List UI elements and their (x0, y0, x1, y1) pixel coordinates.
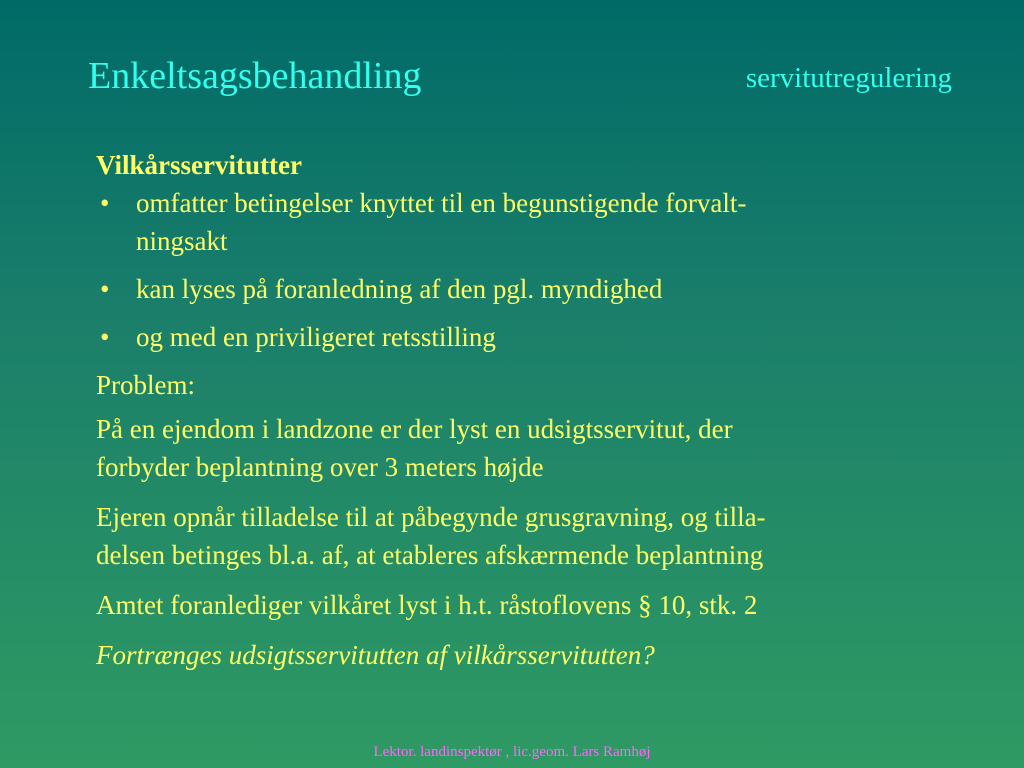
bullet-icon: • (100, 188, 110, 218)
question-text: Fortrænges udsigtsservitutten af vilkårsservitutten? (96, 640, 655, 670)
slide-content (96, 146, 966, 686)
footer-credit: Lektor. landinspektør , lic.geom. Lars Ramhøj (373, 744, 651, 760)
bullet-text-line: og med en priviligeret retsstilling (136, 322, 496, 352)
paragraph-line: Ejeren opnår tilladelse til at påbegynde grusgravning, og tilla- (96, 502, 766, 532)
bullet-icon: • (100, 274, 110, 304)
paragraph-line: Amtet foranlediger vilkåret lyst i h.t. råstoflovens § 10, stk. 2 (96, 590, 758, 620)
bullet-text-line: omfatter betingelser knyttet til en begunstigende forvalt- (136, 188, 747, 218)
paragraph-line: På en ejendom i landzone er der lyst en udsigtsservitut, der (96, 414, 733, 444)
bullet-text-line: ningsakt (136, 226, 228, 256)
problem-label: Problem: (96, 370, 195, 400)
body-paragraph (96, 586, 966, 624)
bullet-item (96, 270, 966, 308)
section-heading: Vilkårsservitutter (96, 150, 302, 180)
body-paragraph (96, 498, 966, 574)
body-paragraph (96, 410, 966, 486)
slide-title: Enkeltsagsbehandling (88, 55, 422, 97)
paragraph-line: delsen betinges bl.a. af, at etableres afskærmende beplantning (96, 540, 764, 570)
bullet-icon: • (100, 322, 110, 352)
slide-subtitle: servitutregulering (745, 62, 952, 94)
bullet-list (96, 184, 966, 356)
paragraph-line: forbyder beplantning over 3 meters højde (96, 452, 544, 482)
bullet-item (96, 318, 966, 356)
bullet-item (96, 184, 966, 260)
bullet-text-line: kan lyses på foranledning af den pgl. myndighed (136, 274, 663, 304)
